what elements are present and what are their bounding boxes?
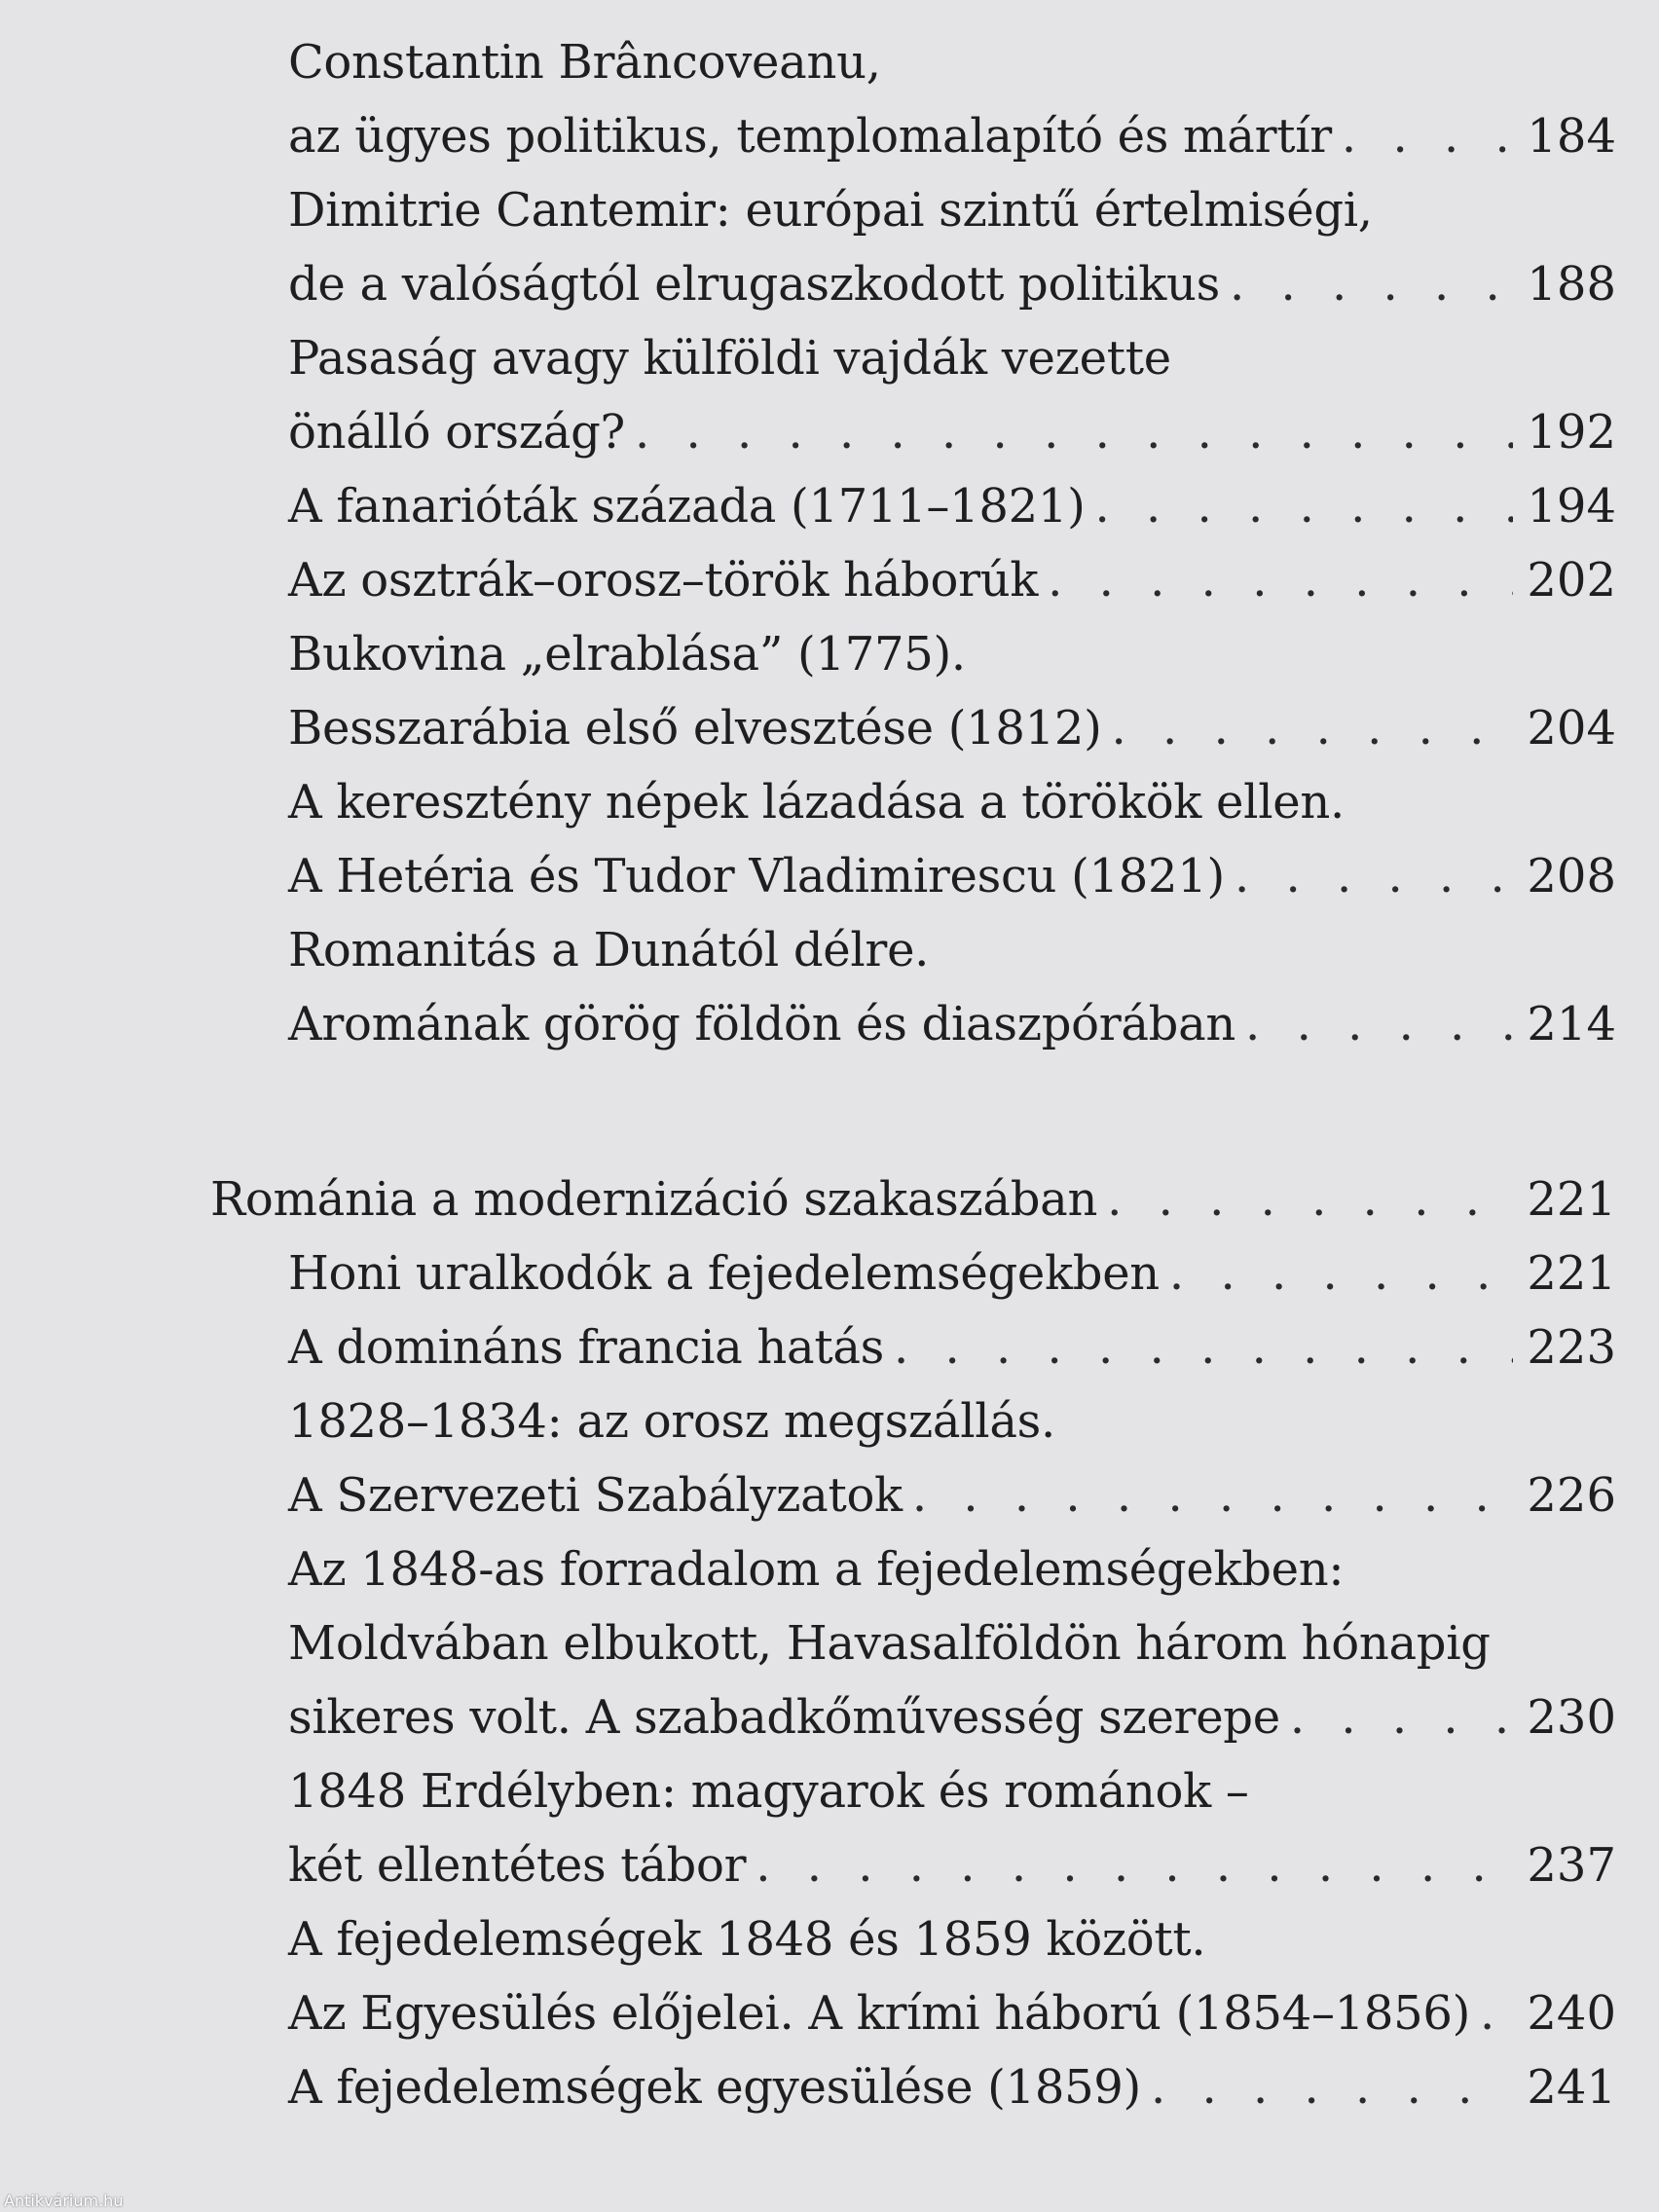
toc-entry-title: Aromának görög földön és diaszpórában <box>288 997 1236 1051</box>
toc-entry-title: A keresztény népek lázadása a törökök ellen. <box>288 775 1345 830</box>
leader-dots <box>1235 839 1513 913</box>
leader-dots <box>1169 1236 1513 1310</box>
toc-line <box>0 469 1659 543</box>
toc-line <box>0 1458 1659 1532</box>
leader-dots <box>1095 469 1514 543</box>
toc-line <box>0 1606 1659 1680</box>
toc-entry-title: A domináns francia hatás <box>288 1320 884 1375</box>
toc-entry-title: Constantin Brâncoveanu, <box>288 35 881 90</box>
toc-line <box>0 321 1659 395</box>
toc-entry-title: sikeres volt. A szabadkőművesség szerepe <box>288 1690 1280 1745</box>
leader-dots <box>635 395 1513 469</box>
toc-page-number: 241 <box>1527 2060 1616 2115</box>
toc-page-number: 214 <box>1527 997 1616 1051</box>
toc-line <box>0 173 1659 247</box>
toc-entry-title: Romanitás a Dunától délre. <box>288 923 930 977</box>
toc-entry-title: Dimitrie Cantemir: európai szintű értelmiségi, <box>288 183 1373 238</box>
toc-entry-title: Az Egyesülés előjelei. A krími háború (1854–1856) <box>288 1986 1471 2041</box>
toc-line <box>0 1236 1659 1310</box>
toc-line <box>0 2050 1659 2124</box>
leader-dots <box>912 1458 1513 1532</box>
toc-line <box>0 987 1659 1061</box>
toc-page-number: 188 <box>1527 257 1616 312</box>
toc-line <box>0 1828 1659 1902</box>
toc-entry-title: Pasaság avagy külföldi vajdák vezette <box>288 331 1171 386</box>
toc-line <box>0 1310 1659 1384</box>
toc-entry-title: Moldvában elbukott, Havasalföldön három hónapig <box>288 1616 1491 1671</box>
leader-dots <box>894 1310 1513 1384</box>
toc-line <box>0 543 1659 617</box>
toc-page-number: 223 <box>1527 1320 1616 1375</box>
toc-line <box>0 1902 1659 1976</box>
toc-entry-title: 1848 Erdélyben: magyarok és románok – <box>288 1764 1249 1819</box>
toc-chapter-title: Románia a modernizáció szakaszában <box>210 1172 1098 1227</box>
toc-entry-title: A Hetéria és Tudor Vladimirescu (1821) <box>288 849 1225 903</box>
toc-entry-title: Besszarábia első elvesztése (1812) <box>288 701 1102 756</box>
toc-entry-title: Az osztrák–orosz–török háborúk <box>288 553 1039 608</box>
toc-page-number: 226 <box>1527 1468 1616 1523</box>
leader-dots <box>1107 1162 1513 1236</box>
toc-page-number: 204 <box>1527 701 1616 756</box>
toc-entry-title: önálló ország? <box>288 405 625 460</box>
leader-dots <box>1290 1680 1513 1754</box>
leader-dots <box>1342 99 1513 173</box>
toc-line <box>0 691 1659 765</box>
toc-line <box>0 99 1659 173</box>
toc-page-number: 208 <box>1527 849 1616 903</box>
toc-page-number: 221 <box>1527 1172 1616 1227</box>
toc-page-number: 240 <box>1527 1986 1616 2041</box>
toc-page-number: 237 <box>1527 1838 1616 1893</box>
leader-dots <box>1245 987 1513 1061</box>
leader-dots <box>1048 543 1513 617</box>
toc-chapter-line <box>0 1162 1659 1236</box>
toc-line <box>0 839 1659 913</box>
toc-line <box>0 913 1659 987</box>
toc-line <box>0 25 1659 99</box>
toc-entry-title: A fejedelemségek 1848 és 1859 között. <box>288 1912 1206 1967</box>
leader-dots <box>1480 1976 1513 2050</box>
toc-entry-title: Az 1848-as forradalom a fejedelemségekben: <box>288 1542 1345 1597</box>
leader-dots <box>1230 247 1513 321</box>
toc-page-number: 202 <box>1527 553 1616 608</box>
toc-line <box>0 395 1659 469</box>
toc-line <box>0 1384 1659 1458</box>
toc-line <box>0 1976 1659 2050</box>
toc-page-number: 230 <box>1527 1690 1616 1745</box>
toc-entry-title: két ellentétes tábor <box>288 1838 747 1893</box>
toc-entry-title: de a valóságtól elrugaszkodott politikus <box>288 257 1220 312</box>
toc-page-number: 184 <box>1527 109 1616 164</box>
leader-dots <box>756 1828 1513 1902</box>
toc-page-number: 192 <box>1527 405 1616 460</box>
toc-entry-title: A fanarióták százada (1711–1821) <box>288 479 1086 534</box>
watermark: Antikvárium.hu <box>4 2192 124 2210</box>
toc-entry-title: az ügyes politikus, templomalapító és mártír <box>288 109 1332 164</box>
toc-line <box>0 247 1659 321</box>
toc-page-number: 194 <box>1527 479 1616 534</box>
toc-page-number: 221 <box>1527 1246 1616 1301</box>
toc-line <box>0 1754 1659 1828</box>
leader-dots <box>1112 691 1513 765</box>
toc-entry-title: Bukovina „elrablása” (1775). <box>288 627 966 682</box>
toc-line <box>0 617 1659 691</box>
toc-entry-title: Honi uralkodók a fejedelemségekben <box>288 1246 1160 1301</box>
leader-dots <box>1151 2050 1513 2124</box>
toc-line <box>0 765 1659 839</box>
toc-line <box>0 1680 1659 1754</box>
toc-entry-title: A fejedelemségek egyesülése (1859) <box>288 2060 1141 2115</box>
toc-entry-title: A Szervezeti Szabályzatok <box>288 1468 903 1523</box>
toc-entry-title: 1828–1834: az orosz megszállás. <box>288 1394 1055 1449</box>
toc-line <box>0 1532 1659 1606</box>
